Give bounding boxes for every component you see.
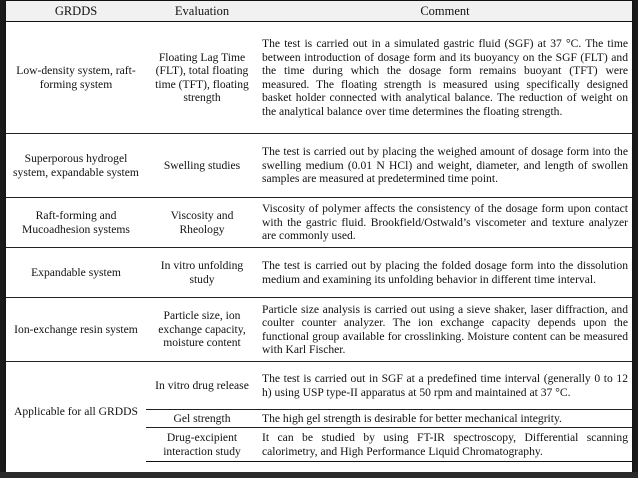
header-grdds: GRDDS xyxy=(6,1,146,22)
evaluation-cell: In vitro unfolding study xyxy=(146,248,258,298)
table-row xyxy=(6,134,632,198)
evaluation-cell: Viscosity and Rheology xyxy=(146,198,258,248)
comment-cell: It can be studied by using FT-IR spectroscopy, Differential scanning calorimetry, and High Performance Liquid Chromatography. xyxy=(258,428,632,462)
system-cell: Raft-forming and Mucoadhesion systems xyxy=(6,198,146,248)
system-cell: Ion-exchange resin system xyxy=(6,298,146,362)
table-row xyxy=(6,248,632,298)
table-header-row xyxy=(6,1,632,22)
system-cell: Superporous hydrogel system, expandable system xyxy=(6,134,146,198)
comment-cell: The test is carried out in SGF at a predefined time interval (generally 0 to 12 h) using USP type-II apparatus at 50 rpm and maintained at 37 °C. xyxy=(258,362,632,410)
header-evaluation: Evaluation xyxy=(146,1,258,22)
comment-cell: Viscosity of polymer affects the consistency of the dosage form upon contact with the gastric fluid. Brookfield/Ostwald’s viscometer and texture analyzer are commonly used. xyxy=(258,198,632,248)
system-cell: Expandable system xyxy=(6,248,146,298)
system-cell: Low-density system, raft-forming system xyxy=(16,64,136,91)
table-row xyxy=(6,362,632,410)
comment-cell: The test is carried out by placing the folded dosage form into the dissolution medium and examining its unfolding behavior in different time interval. xyxy=(258,248,632,298)
evaluation-cell: Gel strength xyxy=(146,410,258,428)
table-row xyxy=(6,298,632,362)
comment-cell: The test is carried out in a simulated gastric fluid (SGF) at 37 °C. The time between introduction of dosage form and its buoyancy on the SGF (FLT) and the time during which the dosage form remains buoyant (TFT) were measured. The floating strength is measured using specifically designed basket holder connected with analytical balance. The reduction of weight on the analytical balance over time determines the floating strength. xyxy=(262,37,628,118)
table-row xyxy=(6,198,632,248)
evaluation-cell: Floating Lag Time (FLT), total floating time (TFT), floating strength xyxy=(155,50,249,104)
document-page xyxy=(6,0,632,472)
system-cell: Applicable for all GRDDS xyxy=(6,362,146,462)
evaluation-cell: In vitro drug release xyxy=(146,362,258,410)
comment-cell: The test is carried out by placing the weighed amount of dosage form into the swelling medium (0.01 N HCl) and weight, diameter, and length of swollen samples are measured at predetermined time point. xyxy=(258,134,632,198)
comment-cell: Particle size analysis is carried out using a sieve shaker, laser diffraction, and coulter counter analyzer. The ion exchange capacity depends upon the functional group available for crosslinking. Moisture content can be measured with Karl Fischer. xyxy=(258,298,632,362)
evaluation-cell: Drug-excipient interaction study xyxy=(146,428,258,462)
evaluation-table xyxy=(6,0,632,462)
comment-cell: The high gel strength is desirable for better mechanical integrity. xyxy=(258,410,632,428)
evaluation-cell: Swelling studies xyxy=(146,134,258,198)
header-comment: Comment xyxy=(258,1,632,22)
bottom-border xyxy=(0,472,638,478)
evaluation-cell: Particle size, ion exchange capacity, moisture content xyxy=(146,298,258,362)
table-row xyxy=(6,22,632,134)
